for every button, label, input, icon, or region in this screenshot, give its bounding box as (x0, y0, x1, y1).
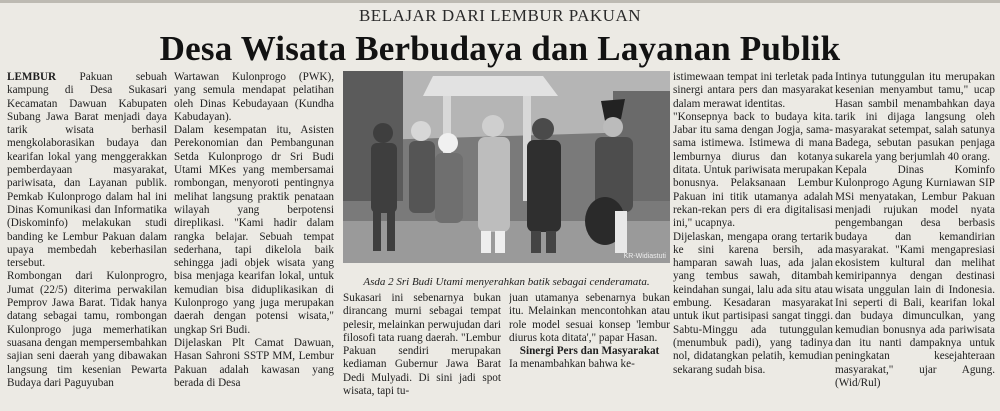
column-4-text-b: Ia menambahkan bahwa ke- (509, 358, 635, 371)
column-1 (7, 71, 167, 411)
photo-illustration (343, 71, 670, 263)
column-4-text-a: juan utamanya sebenarnya bukan itu. Melainkan mencontohkan atau role model sesuai konsep 'lembur diurus kota ditata'," papar Hasan. (509, 292, 670, 344)
news-photo (343, 71, 670, 263)
column-2 (174, 71, 334, 411)
dropcap-lead: LEMBUR (7, 71, 57, 83)
column-6-text: Intinya tutunggulan itu merupakan kesenian menyambut tamu," ucap Hasan sambil menambahkan daya tarik ini dijaga langsung oleh masyarakat setempat, salah satunya Badega, sebutan pasukan penjaga sukarela yang berjumlah 40 orang. Kepala Dinas Kominfo Kulonprogo Agung Kurniawan SIP MSi menyatakan, Lembur Pakuan menjadi rujukan model nyata pengembangan desa berbasis budaya dan kemandirian masyarakat. "Kami mengapresiasi ekosistem kultural dan melihat kemiripannya dengan destinasi wisata unggulan lain di Indonesia. Ini seperti di Bali, kearifan lokal dan budaya dimunculkan, yang kemudian bonusnya ada pariwisata dan itu nanti dampaknya untuk peningkatan kesejahteraan masyarakat," ujar Agung. (Wid/Rul) (835, 71, 995, 389)
photo-credit: KR-Widiastuti (623, 253, 666, 260)
photo-caption: Asda 2 Sri Budi Utami menyerahkan batik sebagai cenderamata. (363, 276, 650, 288)
column-5 (673, 71, 833, 411)
column-4 (509, 292, 670, 411)
column-3-text: Sukasari ini sebenarnya bukan dirancang murni sebagai tempat pelesir, melainkan perwujudan dari filosofi tata ruang daerah. "Lembur Pakuan sendiri merupakan kediaman Gubernur Jawa Barat Dedi Mulyadi. Di sini jadi spot wisata, tapi tu- (343, 292, 501, 398)
column-3 (343, 292, 501, 411)
kicker: BELAJAR DARI LEMBUR PAKUAN (358, 6, 642, 25)
column-2-text: Wartawan Kulonprogo (PWK), yang semula mendapat pelatihan oleh Dinas Kebudayaan (Kundha Kabudayan). Dalam kesempatan itu, Asisten Perekonomian dan Pembangunan Setda Kulonprogo dr Sri Budi Utami MKes yang membersamai rombongan, menyoroti pentingnya melihat langsung praktik penataan wilayah yang berpotensi direplikasi. "Kami hadir dalam rangka belajar. Sebuah tempat sederhana, tapi dikelola baik sehingga jadi objek wisata yang bisa menjaga kearifan lokal, untuk kemudian bisa diduplikasikan di Kulonprogo yang juga merupakan daerah dengan potensi wisata," ungkap Sri Budi. Dijelaskan Plt Camat Dawuan, Hasan Sahroni SSTP MM, Lembur Pakuan adalah kawasan yang berada di Desa (174, 71, 334, 389)
column-5-text: istimewaan tempat ini terletak pada sinergi antara pers dan masyarakat dalam merawat identitas. "Konsepnya back to budaya kita. Jabar itu sama dengan Jogja, sama-sama istimewa. Istimewa di mana lemburnya diurus dan kotanya ditata. Untuk pariwisata merupakan bonusnya. Pelaksanaan Lembur Pakuan ini titik utamanya adalah rekan-rekan pers di era digitalisasi ini," ucapnya. Dijelaskan, mengapa orang tertarik ke sini karena bersih, ada hamparan sawah luas, ada jalan yang tembus sawah, ditambah keindahan sungai, lalu ada situ atau embung. Kesadaran masyarakat untuk ikut partisipasi sangat tinggi. Sabtu-Minggu ada tutunggulan (menumbuk padi), yang tadinya nol, didatangkan pelatih, kemudian sekarang sudah bisa. (673, 71, 833, 376)
column-1-text: Pakuan sebuah kampung di Desa Sukasari Kecamatan Dawuan Kabupaten Subang Jawa Barat menjadi daya tarik wisata berhasil mengkolaborasikan budaya dan kearifan lokal yang menggerakkan pemberdayaan masyarakat, pariwisata, dan Layanan publik. Pemkab Kulonprogo dalam hal ini Dinas Komunikasi dan Informatika (Diskominfo) melakukan studi banding ke Lembur Pakuan dalam upaya membedah keberhasilan tersebut. Rombongan dari Kulonprogro, Jumat (22/5) diterima perwakilan Pemprov Jawa Barat. Tidak hanya datang sebagai tamu, rombongan Kulonprogo juga memerhatikan suasana dengan mempersembahkan sajian seni daerah yang dibawakan langsung tim kesenian Pewarta Budaya dari Paguyuban (7, 71, 167, 389)
top-border (0, 0, 1000, 3)
subheading: Sinergi Pers dan Masyarakat (519, 345, 660, 358)
headline: Desa Wisata Berbudaya dan Layanan Publik (159, 29, 841, 68)
column-6 (835, 71, 995, 411)
